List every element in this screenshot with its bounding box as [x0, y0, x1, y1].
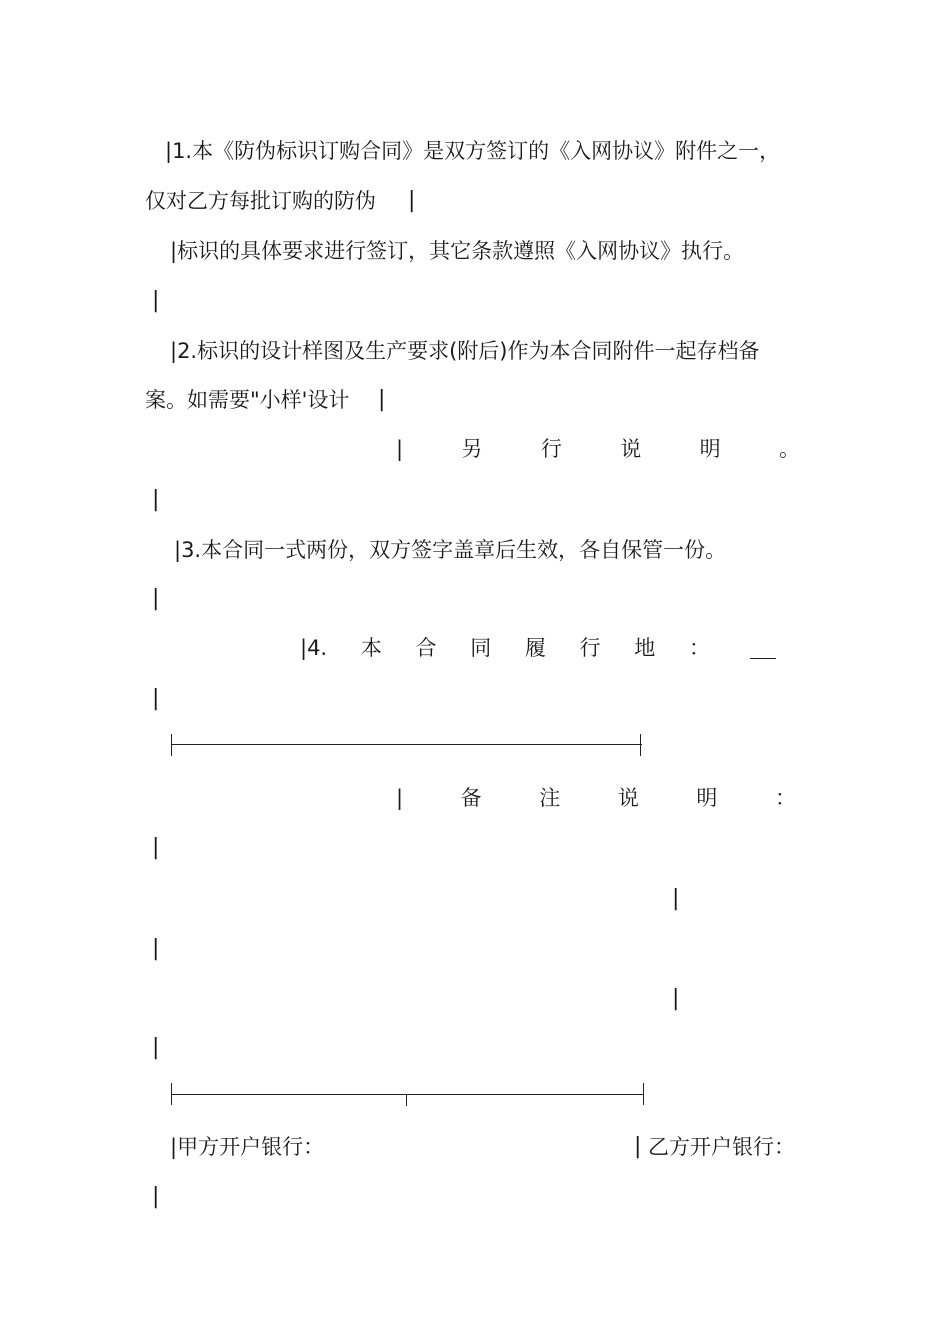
spread-char: 合 — [415, 636, 437, 660]
spread-char: 地 — [634, 636, 656, 660]
spread-char: | — [396, 437, 404, 461]
table-rule — [172, 1094, 644, 1095]
table-border-bar: | — [152, 487, 160, 512]
table-border-bar: | — [152, 835, 160, 860]
table-rule-tick — [171, 734, 172, 756]
table-rule-tick — [406, 1094, 407, 1106]
spread-char: 注 — [539, 786, 561, 810]
table-rule — [172, 744, 642, 745]
spread-char: 说 — [620, 437, 642, 461]
clause-2-line-2: 案。如需要"小样'设计 — [145, 388, 350, 412]
spread-char: 备 — [460, 786, 482, 810]
spread-char: ： — [774, 786, 796, 810]
table-border-bar: | — [672, 986, 680, 1011]
spread-char: 同 — [470, 636, 492, 660]
fill-in-blank[interactable] — [750, 636, 776, 659]
spread-char: |4. — [300, 636, 328, 660]
table-border-bar: | — [378, 387, 386, 412]
table-border-bar: | — [152, 1184, 160, 1209]
spread-char: 。 — [778, 437, 800, 461]
clause-2-line-3 — [396, 434, 800, 464]
table-border-bar: | — [152, 936, 160, 961]
spread-char: ： — [688, 636, 710, 660]
clause-3-line-1: |3.本合同一式两份，双方签字盖章后生效，各自保管一份。 — [174, 538, 727, 562]
table-border-bar: | — [634, 1134, 642, 1159]
remarks-heading — [396, 783, 796, 813]
spread-char: 本 — [360, 636, 382, 660]
clause-2-line-1: |2.标识的设计样图及生产要求(附后)作为本合同附件一起存档备 — [170, 339, 760, 363]
clause-4-line — [300, 633, 710, 663]
table-border-bar: | — [152, 288, 160, 313]
table-rule-tick — [643, 1083, 644, 1105]
spread-char: 行 — [579, 636, 601, 660]
spread-char: 明 — [696, 786, 718, 810]
party-b-bank-label: 乙方开户银行： — [648, 1135, 795, 1159]
spread-char: | — [396, 786, 404, 810]
table-border-bar: | — [672, 886, 680, 911]
table-rule-tick — [640, 734, 641, 756]
spread-char: 行 — [540, 437, 562, 461]
clause-1-line-3: |标识的具体要求进行签订，其它条款遵照《入网协议》执行。 — [170, 239, 745, 263]
table-border-bar: | — [152, 686, 160, 711]
spread-char: 说 — [617, 786, 639, 810]
table-border-bar: | — [152, 1035, 160, 1060]
spread-char: 另 — [461, 437, 483, 461]
spread-char: 履 — [524, 636, 546, 660]
table-border-bar: | — [408, 188, 416, 213]
clause-1-line-2: 仅对乙方每批订购的防伪 — [145, 189, 376, 213]
clause-1-line-1: |1.本《防伪标识订购合同》是双方签订的《入网协议》附件之一， — [165, 139, 781, 163]
table-border-bar: | — [152, 586, 160, 611]
spread-char: 明 — [699, 437, 721, 461]
table-rule-tick — [171, 1083, 172, 1105]
party-a-bank-label: |甲方开户银行： — [170, 1135, 325, 1159]
